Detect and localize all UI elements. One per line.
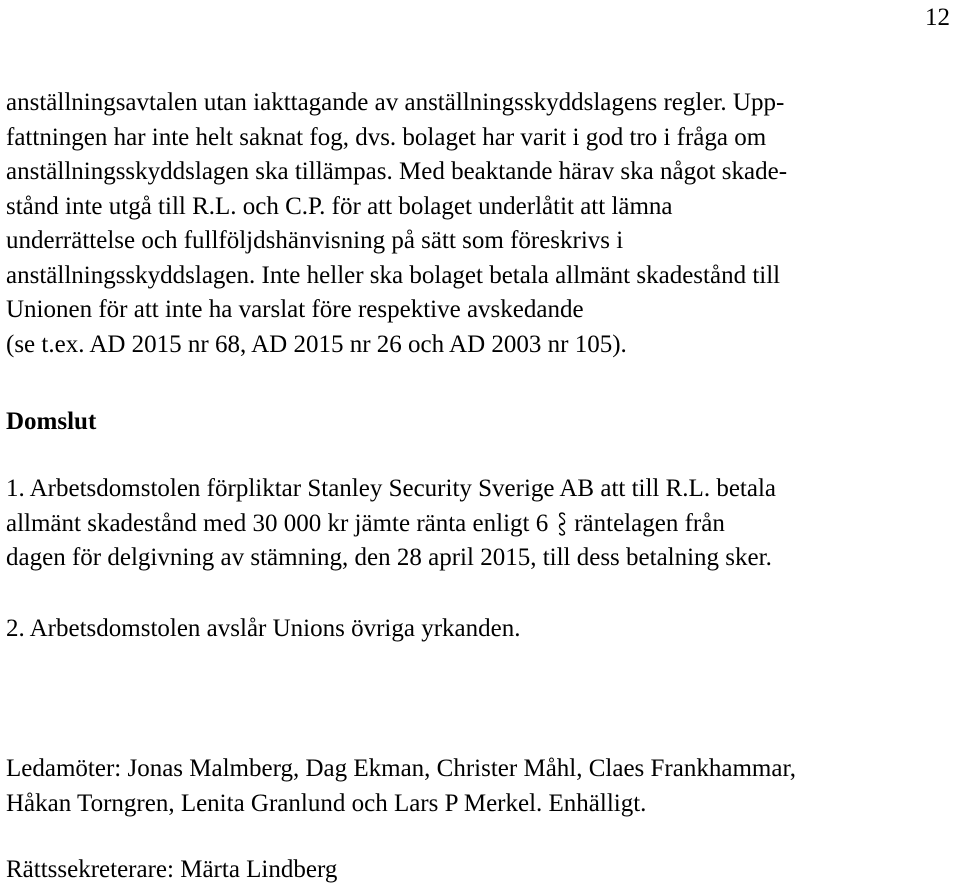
ledamoter-block	[6, 752, 796, 821]
paragraph-line: anställningsavtalen utan iakttagande av anställningsskyddslagens regler. Upp-	[6, 89, 785, 116]
domslut-item-2: 2. Arbetsdomstolen avslår Unions övriga yrkanden.	[6, 615, 521, 642]
domslut-item-1	[6, 472, 776, 576]
domslut-text: allmänt skadestånd med 30 000 kr jämte ränta enligt 6	[6, 509, 549, 537]
paragraph-line: fattningen har inte helt saknat fog, dvs. bolaget har varit i god tro i fråga om	[6, 123, 767, 151]
rattssekreterare: Rättssekreterare: Märta Lindberg	[6, 856, 338, 883]
paragraph-line: anställningsskyddslagen. Inte heller ska bolaget betala allmänt skadestånd till	[6, 261, 781, 289]
paragraph-line: underrättelse och fullföljdshänvisning på sätt som föreskrivs i	[6, 227, 624, 254]
domslut-line: 1. Arbetsdomstolen förpliktar Stanley Security Sverige AB att till R.L. betala	[6, 475, 777, 502]
ledamoter-line: Håkan Torngren, Lenita Granlund och Lars P Merkel. Enhälligt.	[6, 789, 647, 817]
domslut-heading: Domslut	[6, 408, 97, 435]
paragraph-line: (se t.ex. AD 2015 nr 68, AD 2015 nr 26 och AD 2003 nr 105).	[6, 330, 627, 358]
paragraph-line: stånd inte utgå till R.L. och C.P. för att bolaget underlåtit att lämna	[6, 192, 673, 220]
ledamoter-line: Ledamöter: Jonas Malmberg, Dag Ekman, Christer Måhl, Claes Frankhammar,	[6, 755, 797, 782]
domslut-line: dagen för delgivning av stämning, den 28 april 2015, till dess betalning sker.	[6, 544, 772, 571]
paragraph-line: Unionen för att inte ha varslat före respektive avskedande	[6, 296, 584, 323]
page-number: 12	[925, 4, 950, 31]
domslut-text: räntelagen från	[574, 509, 725, 537]
domslut-line	[6, 507, 776, 542]
section-sign-icon	[557, 511, 567, 537]
paragraph-line: anställningsskyddslagen ska tillämpas. Med beaktande härav ska något skade-	[6, 158, 788, 185]
intro-paragraph	[6, 86, 787, 362]
